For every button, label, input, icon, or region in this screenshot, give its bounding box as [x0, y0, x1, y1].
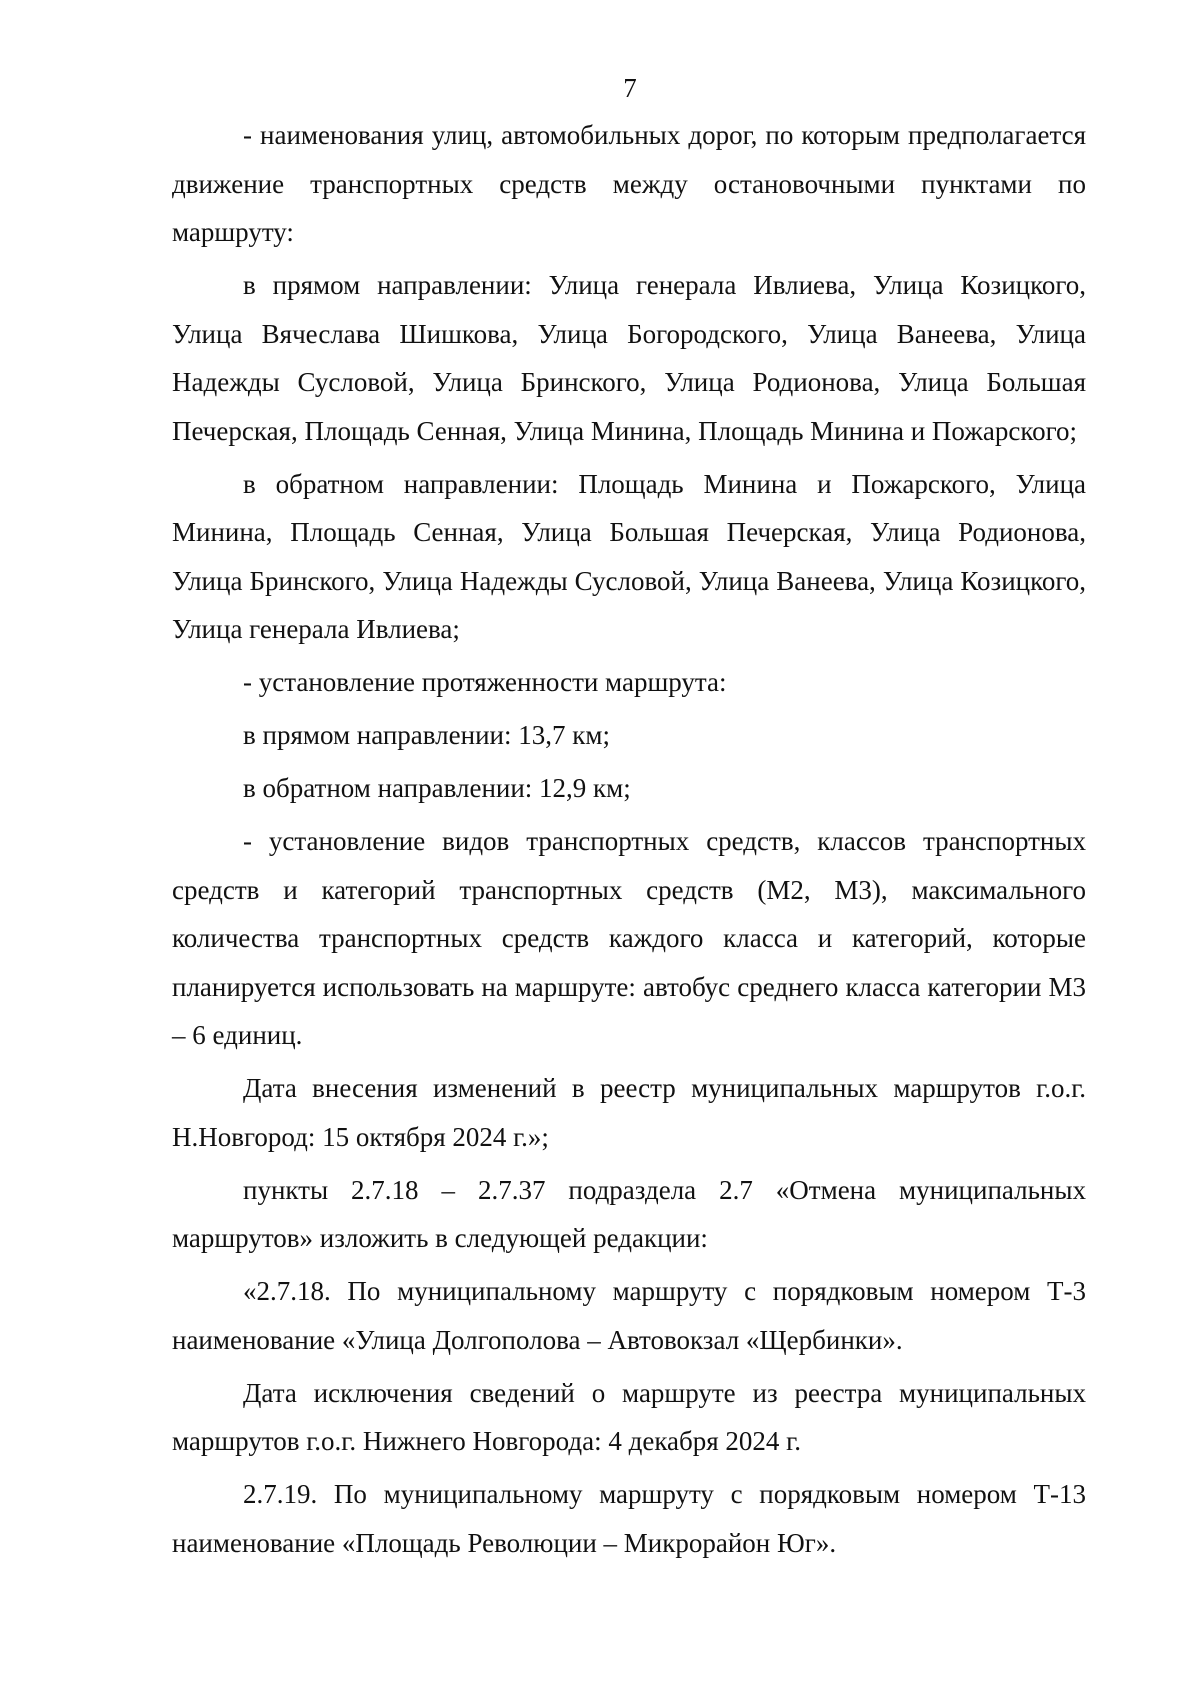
document-body: [172, 111, 1086, 1572]
paragraph-forward-length: в прямом направлении: 13,7 км;: [243, 720, 610, 750]
paragraph-item-2-7-18: «2.7.18. По муниципальному маршруту с порядковым номером Т-3 наименование «Улица Долгополова – Автовокзал «Щербинки».: [172, 1276, 1086, 1355]
page-number: 7: [623, 73, 637, 103]
paragraph-reverse-length: в обратном направлении: 12,9 км;: [243, 773, 631, 803]
paragraph-vehicle-types: - установление видов транспортных средств, классов транспортных средств и категорий транспортных средств (М2, М3), максимального количества транспортных средств каждого класса и категорий, которые планируется использовать на маршруте: автобус среднего класса категории М3 – 6 единиц.: [172, 826, 1086, 1050]
paragraph-registry-change-date: Дата внесения изменений в реестр муниципальных маршрутов г.о.г. Н.Новгород: 15 октября 2024 г.»;: [172, 1073, 1086, 1152]
paragraph-item-2-7-19: 2.7.19. По муниципальному маршруту с порядковым номером Т-13 наименование «Площадь Революции – Микрорайон Юг».: [172, 1479, 1086, 1558]
paragraph-forward-direction: в прямом направлении: Улица генерала Ивлиева, Улица Козицкого, Улица Вячеслава Шишкова, Улица Богородского, Улица Ванеева, Улица Надежды Сусловой, Улица Бринского, Улица Родионова, Улица Большая Печерская, Площадь Сенная, Улица Минина, Площадь Минина и Пожарского;: [172, 270, 1086, 446]
paragraph-subsection-amendment: пункты 2.7.18 – 2.7.37 подраздела 2.7 «Отмена муниципальных маршрутов» изложить в следующей редакции:: [172, 1174, 1086, 1253]
paragraph-reverse-direction: в обратном направлении: Площадь Минина и Пожарского, Улица Минина, Площадь Сенная, Улица Большая Печерская, Улица Родионова, Улица Бринского, Улица Надежды Сусловой, Улица Ванеева, Улица Козицкого, Улица генерала Ивлиева;: [172, 468, 1086, 644]
paragraph-exclusion-date: Дата исключения сведений о маршруте из реестра муниципальных маршрутов г.о.г. Нижнего Новгорода: 4 декабря 2024 г.: [172, 1377, 1086, 1456]
paragraph-street-names: - наименования улиц, автомобильных дорог, по которым предполагается движение транспортных средств между остановочными пунктами по маршруту:: [172, 120, 1086, 247]
paragraph-route-length-heading: - установление протяженности маршрута:: [243, 667, 727, 697]
